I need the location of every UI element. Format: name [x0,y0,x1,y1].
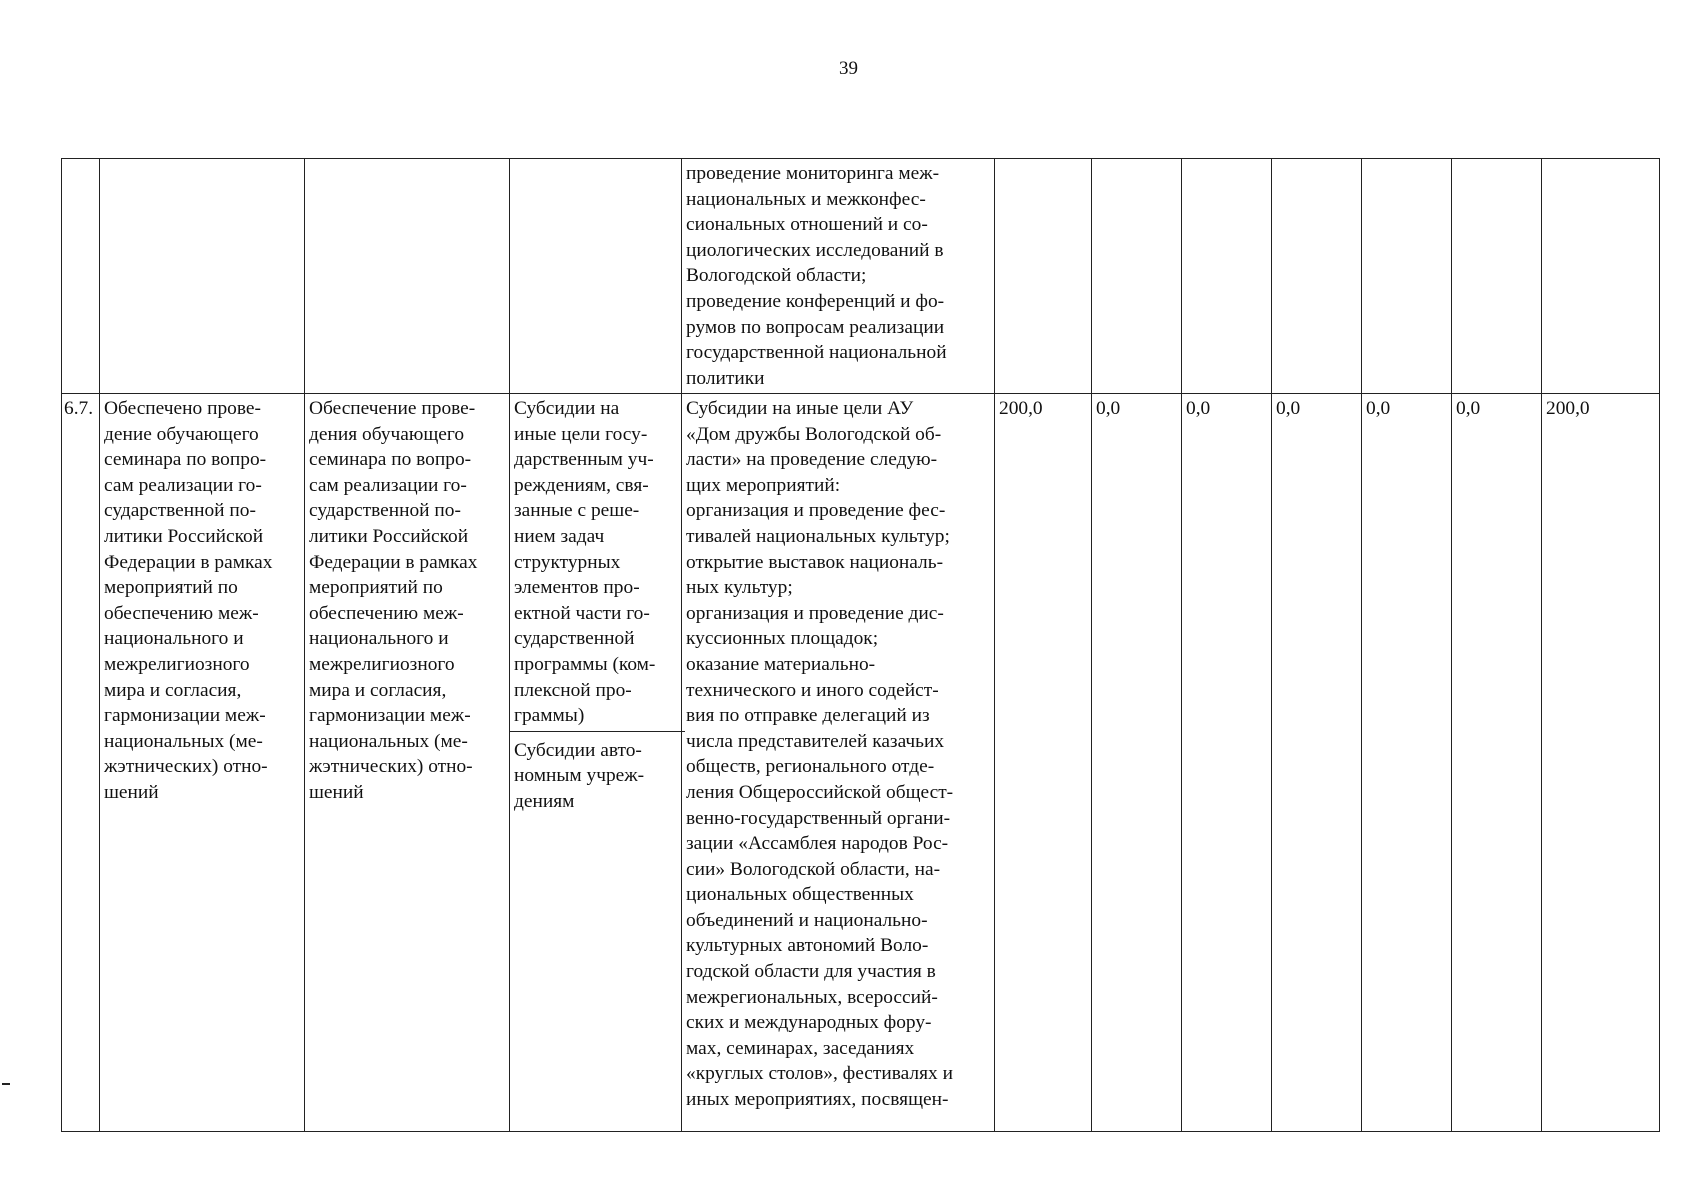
activity-line: циологических исследований в [686,239,944,261]
cell-subsidy-type [510,394,682,1132]
activity-line: политики [686,367,765,389]
cell-value-empty [1182,159,1272,394]
value-cell: 0,0 [1362,394,1452,1132]
subsidy-type-autonomous: Субсидии авто- номным учреж- дениям [514,739,645,812]
activity-line: Вологодской области; [686,265,867,287]
cell-value-empty [1272,159,1362,394]
cell-activity-continuation [682,159,995,394]
margin-mark [2,1083,10,1085]
activity-line: проведение мониторинга меж- [686,163,940,184]
value-cell: 200,0 [995,394,1092,1132]
cell-value-empty [1092,159,1182,394]
value-cell-total: 200,0 [1542,394,1660,1132]
cell-subsidy-empty [510,159,682,394]
value-cell: 0,0 [1092,394,1182,1132]
table-row-continuation [62,159,1660,394]
cell-measure-empty [305,159,510,394]
subsidy-type-other-purposes: Субсидии на иные цели госу- дарственным уч- реждениям, свя- занные с реше- нием задач структурных элементов про- ектной части го- сударственной программы (ком- плексной про- граммы) [510,396,685,732]
row-number: 6.7. [62,394,100,1132]
cell-activity: Субсидии на иные цели АУ «Дом дружбы Вологодской об- ласти» на проведение следую- щих мероприятий: организация и проведение фес- тивалей национальных культур; открытие выставок националь- ных культур; организация и проведение дис- куссионных площадок; оказание материально- технического и иного содейст- вия по отправке делегаций из числа представителей казачьих обществ, регионального отде- ления Общероссийской общест- венно-государственный органи- зации «Ассамблея народов Рос- сии» Вологодской области, на- циональных общественных объединений и национально- культурных автономий Воло- годской области для участия в межрегиональных, всероссий- ских и международных фору- мах, семинарах, заседаниях «круглых столов», фестивалях и иных мероприятиях, посвящен- [682,394,995,1132]
budget-table [61,158,1660,1132]
cell-value-empty [1362,159,1452,394]
cell-value-empty [995,159,1092,394]
value-cell: 0,0 [1452,394,1542,1132]
table-row-6-7 [62,394,1660,1132]
activity-line: румов по вопросам реализации [686,316,945,338]
activity-line: проведение конференций и фо- [686,290,945,312]
value-cell: 0,0 [1272,394,1362,1132]
activity-line: сиональных отношений и со- [686,214,928,236]
cell-result: Обеспечено прове- дение обучающего семинара по вопро- сам реализации го- сударственной по- литики Российской Федерации в рамках мероприятий по обеспечению меж- национального и межрелигиозного мира и согласия, гармонизации меж- национальных (ме- жэтнических) отно- шений [100,394,305,1132]
activity-line: национальных и межконфес- [686,188,926,210]
cell-number-empty [62,159,100,394]
cell-value-empty [1542,159,1660,394]
activity-line: государственной национальной [686,342,947,364]
cell-result-empty [100,159,305,394]
page-number: 39 [839,58,858,79]
cell-value-empty [1452,159,1542,394]
value-cell: 0,0 [1182,394,1272,1132]
cell-measure: Обеспечение прове- дения обучающего семинара по вопро- сам реализации го- сударственной по- литики Российской Федерации в рамках мероприятий по обеспечению меж- национального и межрелигиозного мира и согласия, гармонизации меж- национальных (ме- жэтнических) отно- шений [305,394,510,1132]
